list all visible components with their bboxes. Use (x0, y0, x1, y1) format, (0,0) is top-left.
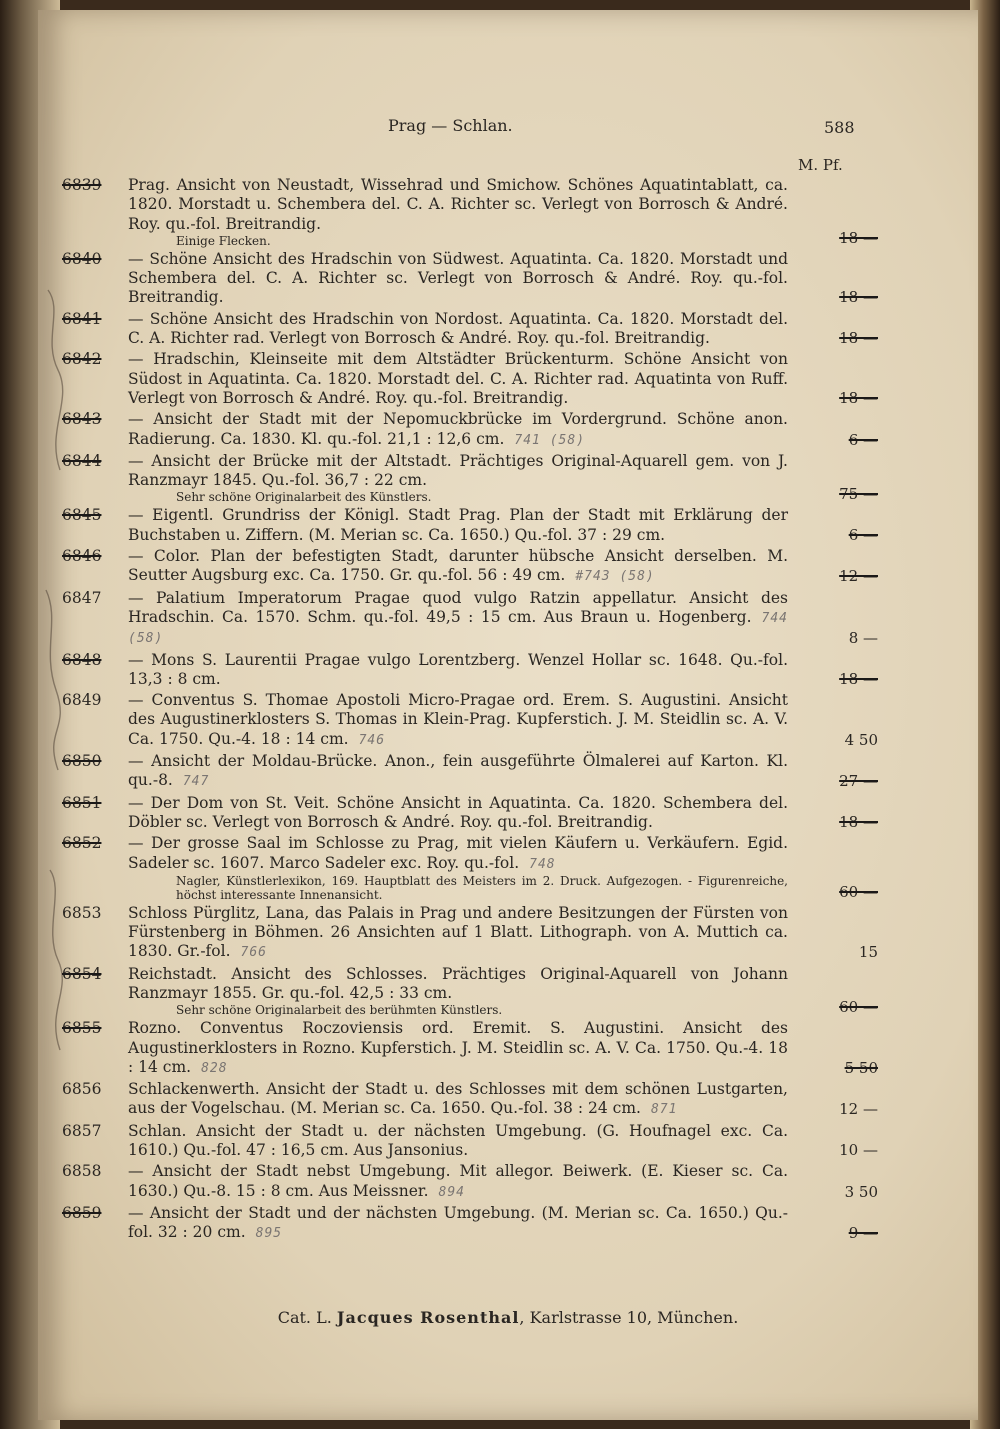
entry-text: — Ansicht der Stadt mit der Nepomuckbrücke im Vordergrund. Schöne anon. Radierung. Ca. 1830. Kl. qu.-fol. 21,1 : 12,6 cm. (128, 410, 788, 448)
entry-number-text: 6840 (62, 249, 102, 268)
entry-price (788, 431, 882, 450)
entry-number (60, 452, 128, 505)
footer-publisher: Jacques Rosenthal (336, 1308, 520, 1327)
entry-price-text: 18 — (839, 669, 878, 688)
pencil-annotation: #743 (58) (575, 569, 655, 585)
entry-description (128, 904, 788, 963)
entry-description (128, 1162, 788, 1202)
entry-description (128, 794, 788, 833)
entry-price-text: 10 — (839, 1141, 878, 1160)
entry-description (128, 350, 788, 408)
entry-description (128, 691, 788, 750)
entry-text: Schlan. Ansicht der Stadt u. der nächsten Umgebung. (G. Houfnagel exc. Ca. 1610.) Qu.-fol. 47 : 16,5 cm. Aus Jansonius. (128, 1121, 788, 1160)
entry-text: — Der grosse Saal im Schlosse zu Prag, mit vielen Käufern u. Verkäufern. Egid. Sadeler sc. 1607. Marco Sadeler exc. Roy. qu.-fol. (128, 834, 788, 872)
entry-text: — Palatium Imperatorum Pragae quod vulgo Ratzin appellatur. Ansicht des Hradschin. Ca. 1570. Schm. qu.-fol. 49,5 : 15 cm. Aus Braun u. Hogenberg. (128, 588, 788, 626)
catalog-entry (60, 1019, 980, 1078)
entry-number-text: 6858 (62, 1162, 102, 1181)
entry-number-text: 6849 (62, 691, 102, 710)
entry-number-text: 6855 (62, 1019, 102, 1038)
entry-description (128, 452, 788, 505)
entry-description (128, 547, 788, 587)
footer-address: , Karlstrasse 10, München. (519, 1308, 739, 1327)
pencil-annotation: 746 (358, 732, 386, 748)
entry-price (788, 883, 882, 902)
entry-price-text: 27 — (839, 772, 878, 791)
catalog-entry (60, 350, 980, 408)
entry-number (60, 904, 128, 963)
page-header (38, 116, 978, 138)
entry-price (788, 629, 882, 648)
entry-price (788, 731, 882, 750)
entry-number-text: 6843 (62, 410, 102, 429)
pencil-annotation: 747 (182, 774, 210, 790)
entry-text: — Conventus S. Thomae Apostoli Micro-Pragae ord. Erem. S. Augustini. Ansicht des Augustinerklosters S. Thomas in Klein-Prag. Kupferstich. J. M. Steidlin sc. A. V. Ca. 1750. Qu.-4. 18 : 14 cm. (128, 691, 788, 748)
entry-number (60, 794, 128, 833)
pencil-annotation: 766 (240, 945, 267, 961)
catalog-entry (60, 452, 980, 505)
catalog-entry (60, 965, 980, 1018)
entry-description (128, 410, 788, 450)
entry-text: — Ansicht der Stadt nebst Umgebung. Mit allegor. Beiwerk. (E. Kieser sc. Ca. 1630.) Qu.-8. 15 : 8 cm. Aus Meissner. (128, 1162, 788, 1200)
entry-text: — Eigentl. Grundriss der Königl. Stadt Prag. Plan der Stadt mit Erklärung der Buchstaben u. Ziffern. (M. Merian sc. Ca. 1650.) Qu.-fol. 37 : 29 cm. (128, 506, 788, 544)
entry-description (128, 651, 788, 690)
entry-number-text: 6846 (62, 547, 102, 566)
entry-description (128, 965, 788, 1018)
entry-price-text: 18 — (839, 812, 878, 831)
entry-number (60, 651, 128, 690)
entry-text: Schloss Pürglitz, Lana, das Palais in Prag und andere Besitzungen der Fürsten von Fürstenberg in Böhmen. 26 Ansichten auf 1 Blatt. Lithograph. von A. Muttich ca. 1830. Gr.-fol. (128, 903, 788, 961)
entry-price-text: 3 50 (844, 1182, 878, 1201)
catalog-entry (60, 1080, 980, 1120)
entry-note: Einige Flecken. (176, 233, 271, 248)
entry-description (128, 752, 788, 792)
entry-description (128, 1204, 788, 1244)
page-footer (38, 1308, 978, 1327)
entry-text: — Mons S. Laurentii Pragae vulgo Lorentzberg. Wenzel Hollar sc. 1648. Qu.-fol. 13,3 : 8 cm. (128, 650, 788, 688)
pencil-annotation: 871 (650, 1102, 678, 1118)
entry-text: — Hradschin, Kleinseite mit dem Altstädter Brückenturm. Schöne Ansicht von Südost in Aquatinta. Ca. 1820. Morstadt del. C. A. Richter rad. Aquatinta von Ruff. Verlegt von Borrosch & André. Roy. qu.-fol. Breitrandig. (128, 350, 788, 407)
entry-number (60, 547, 128, 587)
entry-price-text: 5 50 (844, 1058, 878, 1077)
entry-text: Schlackenwerth. Ansicht der Stadt u. des Schlosses mit dem schönen Lustgarten, aus der Vogelschau. (M. Merian sc. Ca. 1650. Qu.-fol. 38 : 24 cm. (128, 1080, 788, 1118)
entry-price-text: 4 50 (844, 730, 878, 749)
entry-price-text: 15 (858, 943, 878, 962)
entry-number (60, 1122, 128, 1161)
catalog-entry (60, 651, 980, 690)
catalog-entry (60, 1204, 980, 1244)
entry-number (60, 506, 128, 545)
catalog-entry (60, 1162, 980, 1202)
entry-description (128, 834, 788, 902)
entry-text: — Color. Plan der befestigten Stadt, darunter hübsche Ansicht derselben. M. Seutter Augsburg exc. Ca. 1750. Gr. qu.-fol. 56 : 49 cm. (128, 547, 788, 585)
entry-number (60, 310, 128, 349)
entry-number (60, 752, 128, 792)
entry-price (788, 329, 882, 348)
entry-description (128, 506, 788, 545)
pencil-annotation: 744 (58) (128, 610, 788, 647)
entry-price-text: 12 — (839, 1100, 878, 1119)
catalog-entry (60, 691, 980, 750)
entry-price-text: 12 — (839, 567, 878, 586)
entry-number-text: 6857 (62, 1121, 102, 1140)
entry-price-text: 75 — (839, 485, 878, 504)
pencil-annotation: 828 (201, 1060, 228, 1076)
entry-text: Reichstadt. Ansicht des Schlosses. Prächtiges Original-Aquarell von Johann Ranzmayr 1855. Gr. qu.-fol. 42,5 : 33 cm. (128, 964, 788, 1002)
catalog-entry (60, 250, 980, 308)
entry-number-text: 6850 (62, 752, 102, 771)
entry-price (788, 288, 882, 307)
entry-number-text: 6845 (62, 506, 102, 525)
currency-header: M. Pf. (798, 156, 843, 174)
entry-text: Rozno. Conventus Roczoviensis ord. Eremit. S. Augustini. Ansicht des Augustinerklosters in Rozno. Kupferstich. J. M. Steidlin sc. A. V. Ca. 1750. Qu.-4. 18 : 14 cm. (128, 1019, 788, 1076)
entry-number-text: 6853 (62, 903, 102, 922)
pencil-annotation: 741 (58) (514, 432, 586, 448)
entry-price (788, 943, 882, 962)
entry-price (788, 1183, 882, 1202)
entry-number (60, 176, 128, 248)
catalog-entry (60, 547, 980, 587)
entry-note: Sehr schöne Originalarbeit des berühmten Künstlers. (176, 1003, 503, 1018)
pencil-annotation: 895 (255, 1226, 283, 1242)
entry-note: Sehr schöne Originalarbeit des Künstlers. (176, 490, 432, 505)
entry-number-text: 6848 (62, 650, 102, 669)
entry-number (60, 1162, 128, 1202)
entry-description (128, 1019, 788, 1078)
catalog-page (38, 10, 978, 1420)
entry-price-text: 18 — (839, 388, 878, 407)
entry-text: — Schöne Ansicht des Hradschin von Nordost. Aquatinta. Ca. 1820. Morstadt del. C. A. Richter rad. Verlegt von Borrosch & André. Roy. qu.-fol. Breitrandig. (128, 309, 788, 348)
entry-number-text: 6842 (62, 350, 102, 369)
entry-description (128, 310, 788, 349)
catalog-entry (60, 834, 980, 902)
entry-price-text: 8 — (848, 629, 878, 648)
entry-price-text: 60 — (839, 882, 878, 901)
entry-number (60, 834, 128, 902)
entry-description (128, 589, 788, 649)
entry-number-text: 6851 (62, 793, 102, 812)
entry-number (60, 1019, 128, 1078)
catalog-entry (60, 1122, 980, 1161)
entry-number-text: 6844 (62, 451, 102, 470)
entry-price (788, 1100, 882, 1119)
entry-number (60, 1080, 128, 1120)
catalog-entry (60, 794, 980, 833)
entry-number-text: 6839 (62, 176, 102, 194)
running-title: Prag — Schlan. (388, 116, 513, 135)
entry-price-text: 6 — (848, 430, 878, 449)
entry-number (60, 589, 128, 649)
entry-description (128, 1122, 788, 1161)
entry-number-text: 6841 (62, 309, 102, 328)
entry-number-text: 6847 (62, 588, 102, 607)
catalog-entry (60, 310, 980, 349)
entry-number (60, 691, 128, 750)
catalog-entry (60, 752, 980, 792)
entry-price-text: 9 — (848, 1224, 878, 1243)
catalog-entry (60, 410, 980, 450)
entry-text: — Ansicht der Brücke mit der Altstadt. Prächtiges Original-Aquarell gem. von J. Ranzmayr 1845. Qu.-fol. 36,7 : 22 cm. (128, 451, 788, 490)
pencil-annotation: 748 (529, 856, 556, 872)
entry-price-text: 18 — (839, 329, 878, 348)
entry-text: — Schöne Ansicht des Hradschin von Südwest. Aquatinta. Ca. 1820. Morstadt und Schembera del. C. A. Richter sc. Verlegt von Borrosch & André. Roy. qu.-fol. Breitrandig. (128, 249, 788, 307)
entry-number-text: 6856 (62, 1080, 102, 1099)
entry-description (128, 250, 788, 308)
entry-number (60, 965, 128, 1018)
page-number: 588 (824, 118, 855, 137)
catalog-entry (60, 589, 980, 649)
entry-price-text: 18 — (839, 228, 878, 247)
entry-text: Prag. Ansicht von Neustadt, Wissehrad und Smichow. Schönes Aquatintablatt, ca. 1820. Morstadt u. Schembera del. C. A. Richter sc. Verlegt von Borrosch & André. Roy. qu.-fol. Breitrandig. (128, 176, 788, 233)
entry-price-text: 18 — (839, 288, 878, 307)
catalog-entry (60, 904, 980, 963)
entry-description (128, 176, 788, 248)
entry-price-text: 6 — (848, 525, 878, 544)
entry-price (788, 485, 882, 504)
entry-number (60, 250, 128, 308)
catalog-entries (60, 176, 980, 1246)
entry-number-text: 6852 (62, 834, 102, 853)
entry-number (60, 410, 128, 450)
entry-description (128, 1080, 788, 1120)
entry-price (788, 1224, 882, 1243)
entry-number-text: 6859 (62, 1203, 102, 1222)
entry-price (788, 567, 882, 586)
entry-number-text: 6854 (62, 964, 102, 983)
entry-text: — Der Dom von St. Veit. Schöne Ansicht in Aquatinta. Ca. 1820. Schembera del. Döbler sc. Verlegt von Borrosch & André. Roy. qu.-fol. Breitrandig. (128, 793, 788, 831)
entry-price (788, 772, 882, 791)
entry-number (60, 350, 128, 408)
entry-text: — Ansicht der Stadt und der nächsten Umgebung. (M. Merian sc. Ca. 1650.) Qu.-fol. 32 : 20 cm. (128, 1203, 788, 1242)
pencil-annotation: 894 (438, 1184, 465, 1200)
entry-price (788, 1059, 882, 1078)
catalog-entry (60, 506, 980, 545)
entry-text: — Ansicht der Moldau-Brücke. Anon., fein ausgeführte Ölmalerei auf Karton. Kl. qu.-8. (128, 752, 788, 790)
entry-price (788, 1141, 882, 1160)
entry-price (788, 998, 882, 1017)
entry-price (788, 389, 882, 408)
catalog-entry (60, 176, 980, 248)
entry-price (788, 526, 882, 545)
entry-price-text: 60 — (839, 997, 878, 1016)
footer-prefix: Cat. L. (277, 1308, 332, 1327)
entry-price (788, 670, 882, 689)
entry-price (788, 813, 882, 832)
entry-number (60, 1204, 128, 1244)
entry-note: Nagler, Künstlerlexikon, 169. Hauptblatt des Meisters im 2. Druck. Aufgezogen. - Figurenreiche, höchst interessante Innenansicht. (176, 873, 788, 902)
entry-price (788, 229, 882, 248)
